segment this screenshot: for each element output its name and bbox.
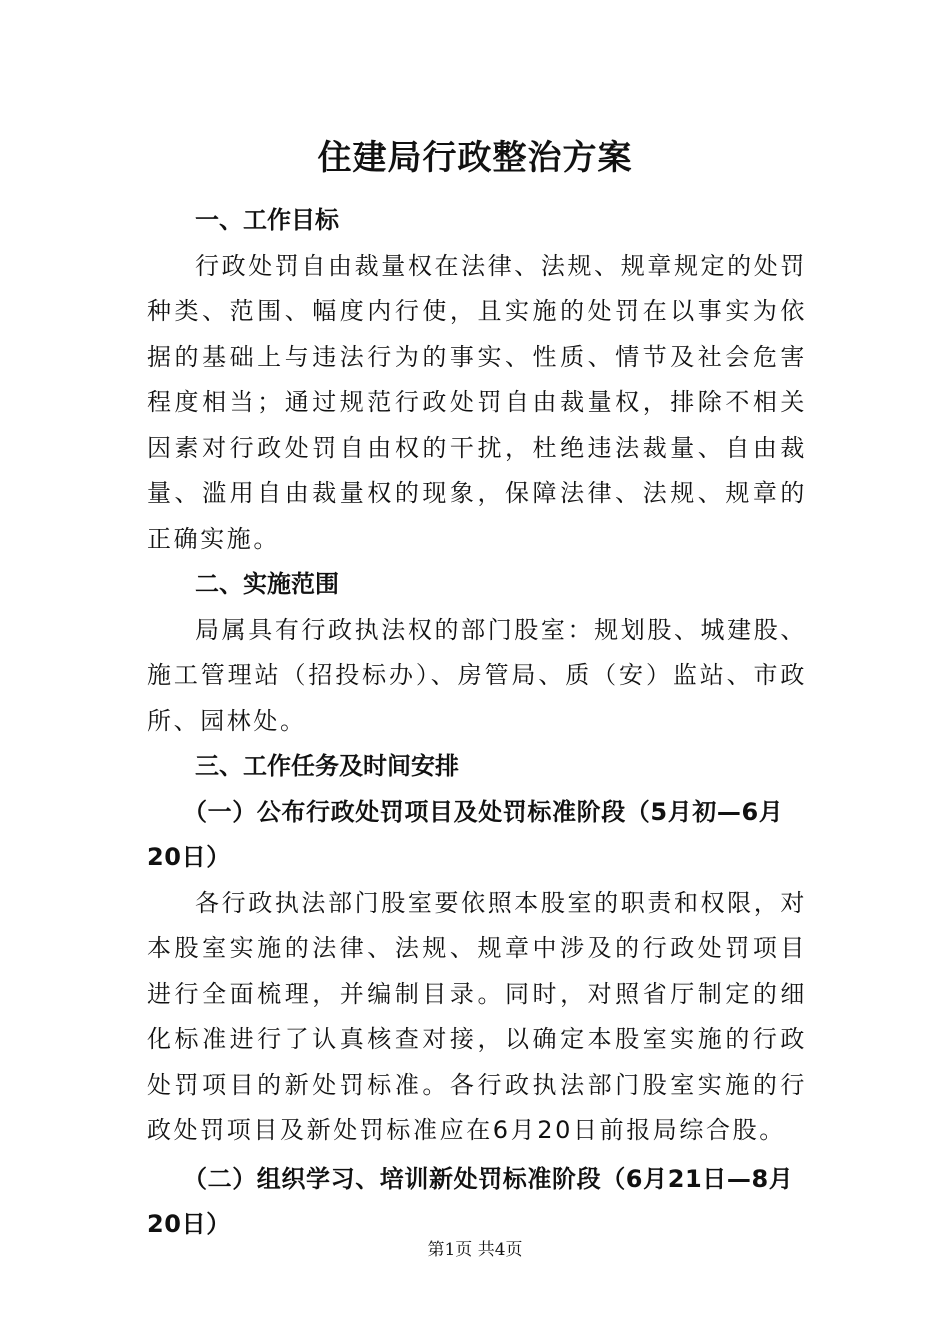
section-paragraph-goals: 行政处罚自由裁量权在法律、法规、规章规定的处罚种类、范围、幅度内行使，且实施的处罚在以事实为依据的基础上与违法行为的事实、性质、情节及社会危害程度相当；通过规范行政处罚自由裁量权，排除不相关因素对行政处罚自由权的干扰，杜绝违法裁量、自由裁量、滥用自由裁量权的现象，保障法律、法规、规章的正确实施。 — [147, 251, 807, 553]
section-heading-tasks: 三、工作任务及时间安排 — [195, 752, 459, 780]
subsection-paragraph-publish: 各行政执法部门股室要依照本股室的职责和权限，对本股室实施的法律、法规、规章中涉及的行政处罚项目进行全面梳理，并编制目录。同时，对照省厅制定的细化标准进行了认真核查对接，以确定本股室实施的行政处罚项目的新处罚标准。各行政执法部门股室实施的行政处罚项目及新处罚标准应在6月20日前报局综合股。 — [147, 888, 807, 1144]
document-body — [147, 198, 807, 1248]
section-heading-scope: 二、实施范围 — [195, 570, 339, 598]
subsection-heading-training: （二）组织学习、培训新处罚标准阶段（6月21日—8月20日） — [147, 1164, 794, 1238]
document-title: 住建局行政整治方案 — [317, 138, 633, 178]
section-heading-goals: 一、工作目标 — [195, 206, 339, 234]
subsection-heading-publish: （一）公布行政处罚项目及处罚标准阶段（5月初—6月20日） — [147, 797, 784, 871]
section-paragraph-scope: 局属具有行政执法权的部门股室：规划股、城建股、施工管理站（招投标办）、房管局、质（安）监站、市政所、园林处。 — [147, 615, 807, 735]
page-footer: 第1页 共4页 — [427, 1240, 523, 1260]
